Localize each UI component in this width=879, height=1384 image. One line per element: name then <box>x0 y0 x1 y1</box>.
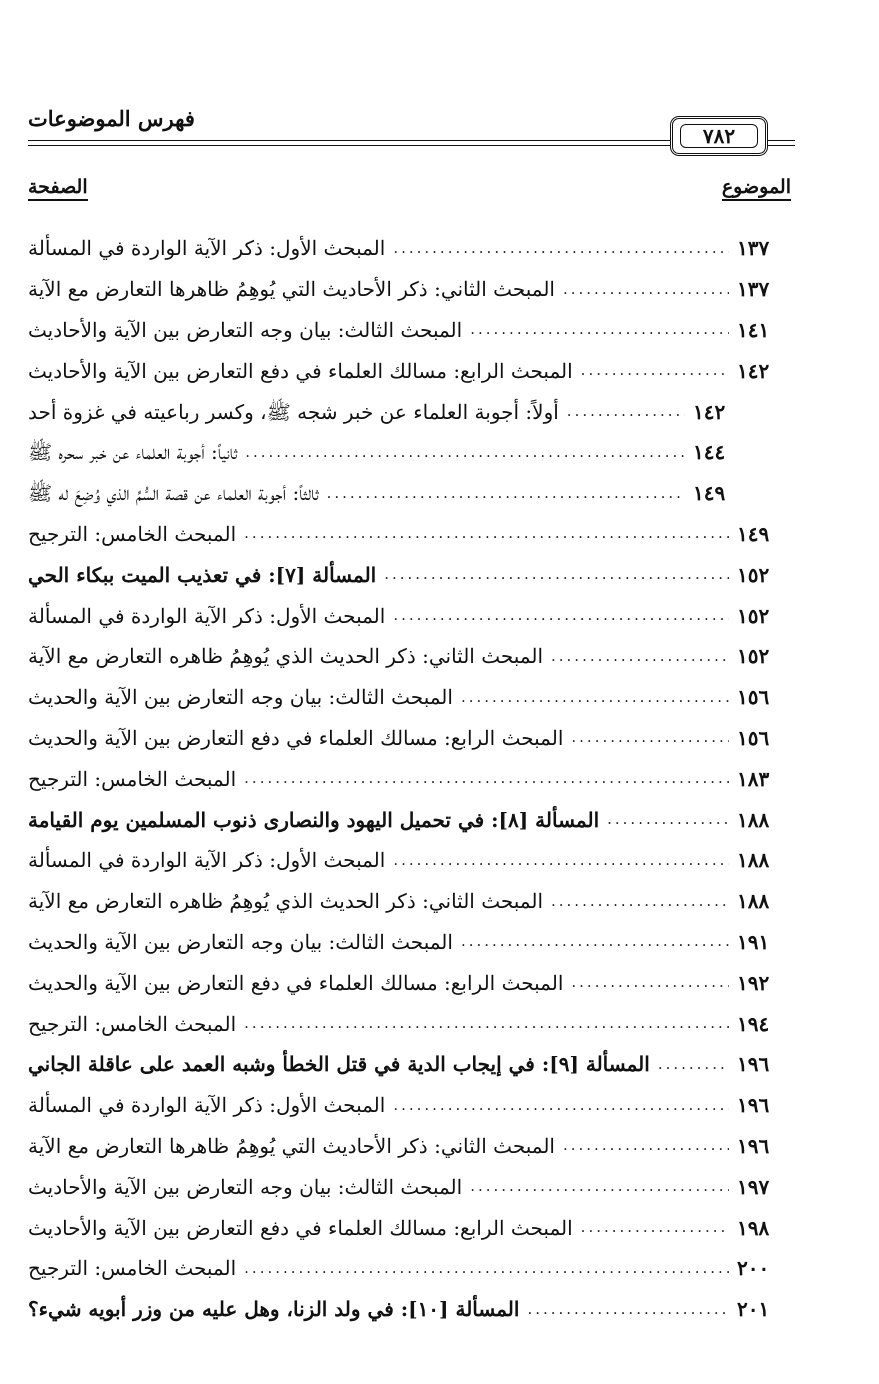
toc-entry-page: ٢٠١ <box>737 1297 770 1322</box>
page-number: ٧٨٢ <box>680 124 758 148</box>
toc-entry-page: ١٤٩ <box>693 481 726 506</box>
toc-entry-page: ١٩٦ <box>737 1093 770 1118</box>
dot-leader <box>393 1098 729 1113</box>
toc-item-row <box>28 1003 791 1044</box>
toc-entry-page: ١٩٦ <box>737 1133 770 1158</box>
toc-entry-title: المبحث الأول: ذكر الآية الواردة في المسألة <box>28 1093 386 1118</box>
toc-entry-page: ١٨٨ <box>737 848 770 873</box>
toc-entry-title: المبحث الثالث: بيان وجه التعارض بين الآية والحديث <box>28 685 453 710</box>
dot-leader <box>607 812 729 827</box>
toc-entry-title: المبحث الخامس: الترجيح <box>28 766 237 791</box>
toc-section-row <box>28 1289 791 1330</box>
toc-item-row <box>28 269 791 310</box>
toc-item-row <box>28 350 791 391</box>
toc-entry-page: ١٩١ <box>737 929 770 954</box>
toc-entry-title: المبحث الثالث: بيان وجه التعارض بين الآية والحديث <box>28 929 453 954</box>
toc-entry-title: المبحث الثاني: ذكر الحديث الذي يُوهِمُ ظاهره التعارض مع الآية <box>28 889 543 914</box>
toc-entry-page: ١٣٧ <box>737 277 770 302</box>
dot-leader <box>244 526 729 541</box>
toc-item-row <box>28 677 791 718</box>
toc-entry-page: ١٩٨ <box>737 1215 770 1240</box>
toc-entry-title: المبحث الرابع: مسالك العلماء في دفع التعارض بين الآية والأحاديث <box>28 1215 573 1240</box>
toc-entry-title: ثالثاً: أجوبة العلماء عن قصة السُّمِّ الذي وُضِعَ له ﷺ <box>28 481 319 506</box>
column-header-page: الصفحة <box>28 176 88 201</box>
toc-section-row <box>28 554 791 595</box>
dot-leader <box>567 404 685 419</box>
toc-section-row <box>28 1044 791 1085</box>
toc-entry-title: المبحث الأول: ذكر الآية الواردة في المسألة <box>28 236 386 261</box>
toc-item-row <box>28 1126 791 1167</box>
dot-leader <box>551 649 729 664</box>
header-rule-tail <box>765 140 795 141</box>
column-header-topic: الموضوع <box>722 176 791 201</box>
toc-entry-title: المبحث الثالث: بيان وجه التعارض بين الآية والأحاديث <box>28 1174 463 1199</box>
toc-entry-page: ١٤٢ <box>737 358 770 383</box>
toc-entry-title: ثانياً: أجوبة العلماء عن خبر سحره ﷺ <box>28 440 238 465</box>
dot-leader <box>571 975 729 990</box>
toc-entry-page: ١٤٢ <box>693 399 726 424</box>
toc-entry-title: المبحث الرابع: مسالك العلماء في دفع التعارض بين الآية والحديث <box>28 725 564 750</box>
toc-entry-page: ١٥٢ <box>737 644 770 669</box>
dot-leader <box>393 853 729 868</box>
toc-entry-page: ١٩٢ <box>737 970 770 995</box>
dot-leader <box>384 567 729 582</box>
toc-entry-title: المبحث الأول: ذكر الآية الواردة في المسألة <box>28 603 386 628</box>
toc-item-row <box>28 840 791 881</box>
running-title: فهرس الموضوعات <box>28 106 195 131</box>
toc-section-row <box>28 799 791 840</box>
dot-leader <box>581 1220 729 1235</box>
dot-leader <box>245 445 685 460</box>
toc-item-row <box>28 228 791 269</box>
toc-subitem-row <box>28 391 791 432</box>
toc-entry-page: ١٣٧ <box>737 236 770 261</box>
toc-item-row <box>28 881 791 922</box>
toc-item-row <box>28 758 791 799</box>
dot-leader <box>461 690 729 705</box>
toc-entry-page: ١٥٦ <box>737 725 770 750</box>
toc-entry-title: المسألة [١٠]: في ولد الزنا، وهل عليه من وزر أبويه شيء؟ <box>28 1297 520 1322</box>
dot-leader <box>551 894 729 909</box>
toc-item-row <box>28 1207 791 1248</box>
toc-item-row <box>28 1085 791 1126</box>
dot-leader <box>470 1179 729 1194</box>
dot-leader <box>581 363 729 378</box>
toc-entry-title: المبحث الثاني: ذكر الحديث الذي يُوهِمُ ظاهره التعارض مع الآية <box>28 644 543 669</box>
toc-entry-page: ١٤٩ <box>737 521 770 546</box>
dot-leader <box>571 730 729 745</box>
toc-entry-title: المسألة [٨]: في تحميل اليهود والنصارى ذنوب المسلمين يوم القيامة <box>28 807 600 832</box>
toc-entry-title: المبحث الثاني: ذكر الأحاديث التي يُوهِمُ ظاهرها التعارض مع الآية <box>28 1133 555 1158</box>
toc-entry-page: ٢٠٠ <box>737 1256 770 1281</box>
toc-entry-title: المبحث الأول: ذكر الآية الواردة في المسألة <box>28 848 386 873</box>
toc-entry-page: ١٤٤ <box>693 440 726 465</box>
toc-entry-page: ١٩٦ <box>737 1052 770 1077</box>
dot-leader <box>658 1057 729 1072</box>
toc-item-row <box>28 962 791 1003</box>
dot-leader <box>244 1016 729 1031</box>
dot-leader <box>393 241 729 256</box>
toc-entry-title: المبحث الخامس: الترجيح <box>28 1011 237 1036</box>
toc-entry-title: أولاً: أجوبة العلماء عن خبر شجه ﷺ، وكسر رباعيته في غزوة أحد <box>28 399 559 424</box>
toc-entry-title: المسألة [٧]: في تعذيب الميت ببكاء الحي <box>28 562 377 587</box>
dot-leader <box>563 282 729 297</box>
toc-item-row <box>28 1248 791 1289</box>
dot-leader <box>327 486 685 501</box>
toc-item-row <box>28 922 791 963</box>
dot-leader <box>244 1261 729 1276</box>
toc-item-row <box>28 595 791 636</box>
toc-entry-page: ١٥٦ <box>737 685 770 710</box>
page-number-frame <box>670 116 768 156</box>
toc-entry-page: ١٥٢ <box>737 603 770 628</box>
toc-entry-page: ١٤١ <box>737 317 770 342</box>
toc-item-row <box>28 310 791 351</box>
toc-item-row <box>28 718 791 759</box>
toc-entry-page: ١٨٨ <box>737 889 770 914</box>
toc-entry-page: ١٩٤ <box>737 1011 770 1036</box>
dot-leader <box>393 608 729 623</box>
toc-entry-title: المبحث الرابع: مسالك العلماء في دفع التعارض بين الآية والحديث <box>28 970 564 995</box>
toc-entry-title: المبحث الثاني: ذكر الأحاديث التي يُوهِمُ ظاهرها التعارض مع الآية <box>28 277 555 302</box>
toc-subitem-row <box>28 432 791 473</box>
dot-leader <box>563 1138 729 1153</box>
dot-leader <box>244 771 729 786</box>
toc-item-row <box>28 1166 791 1207</box>
dot-leader <box>461 934 729 949</box>
toc-subitem-row <box>28 473 791 514</box>
toc-entry-page: ١٨٨ <box>737 807 770 832</box>
toc-entry-title: المسألة [٩]: في إيجاب الدية في قتل الخطأ وشبه العمد على عاقلة الجاني <box>28 1052 650 1077</box>
table-of-contents <box>28 228 791 1330</box>
toc-item-row <box>28 514 791 555</box>
toc-entry-page: ١٨٣ <box>737 766 770 791</box>
toc-item-row <box>28 636 791 677</box>
toc-entry-page: ١٥٢ <box>737 562 770 587</box>
header-rule-tail-second <box>765 145 795 146</box>
toc-entry-page: ١٩٧ <box>737 1174 770 1199</box>
dot-leader <box>470 322 729 337</box>
dot-leader <box>527 1302 729 1317</box>
toc-entry-title: المبحث الثالث: بيان وجه التعارض بين الآية والأحاديث <box>28 317 463 342</box>
toc-entry-title: المبحث الخامس: الترجيح <box>28 1256 237 1281</box>
toc-entry-title: المبحث الخامس: الترجيح <box>28 521 237 546</box>
toc-entry-title: المبحث الرابع: مسالك العلماء في دفع التعارض بين الآية والأحاديث <box>28 358 573 383</box>
